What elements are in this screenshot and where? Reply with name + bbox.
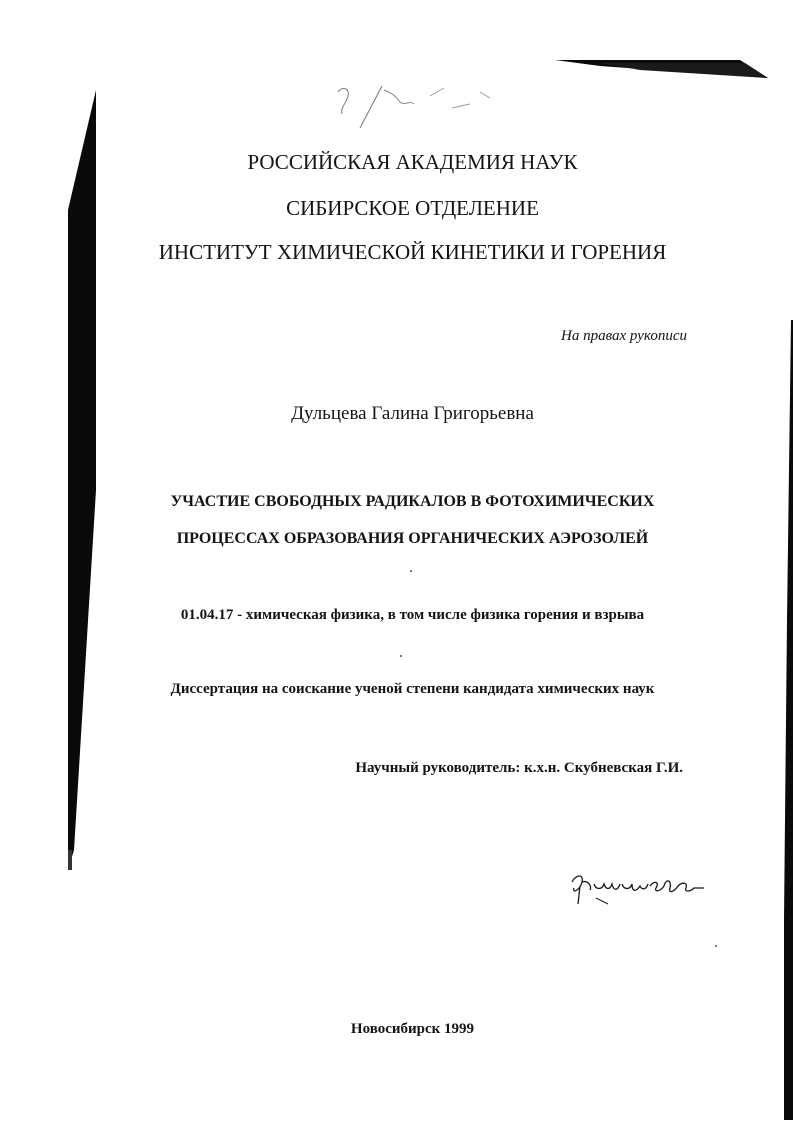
advisor-line: Научный руководитель: к.х.н. Скубневская Г.И.: [355, 760, 683, 776]
scan-speck: [410, 570, 412, 572]
scan-shadow-right: [770, 320, 793, 1120]
scan-speck: [400, 655, 402, 657]
author-name: Дульцева Галина Григорьевна: [291, 403, 534, 424]
thesis-title-line-2: ПРОЦЕССАХ ОБРАЗОВАНИЯ ОРГАНИЧЕСКИХ АЭРОЗОЛЕЙ: [176, 530, 649, 547]
thesis-title-line-1: УЧАСТИЕ СВОБОДНЫХ РАДИКАЛОВ В ФОТОХИМИЧЕСКИХ: [170, 493, 655, 510]
institute-heading: ИНСТИТУТ ХИМИЧЕСКОЙ КИНЕТИКИ И ГОРЕНИЯ: [158, 240, 667, 264]
branch-heading: СИБИРСКОЕ ОТДЕЛЕНИЕ: [286, 196, 539, 220]
degree-line: Диссертация на соискание ученой степени кандидата химических наук: [170, 681, 655, 697]
author-signature: [562, 860, 712, 910]
scan-speck: [715, 945, 717, 947]
pencil-mark: [320, 78, 520, 138]
specialty-line: 01.04.17 - химическая физика, в том числе физика горения и взрыва: [180, 607, 645, 623]
academy-heading: РОССИЙСКАЯ АКАДЕМИЯ НАУК: [247, 150, 578, 174]
city-year: Новосибирск 1999: [350, 1021, 475, 1037]
rights-note: На правах рукописи: [561, 328, 687, 344]
